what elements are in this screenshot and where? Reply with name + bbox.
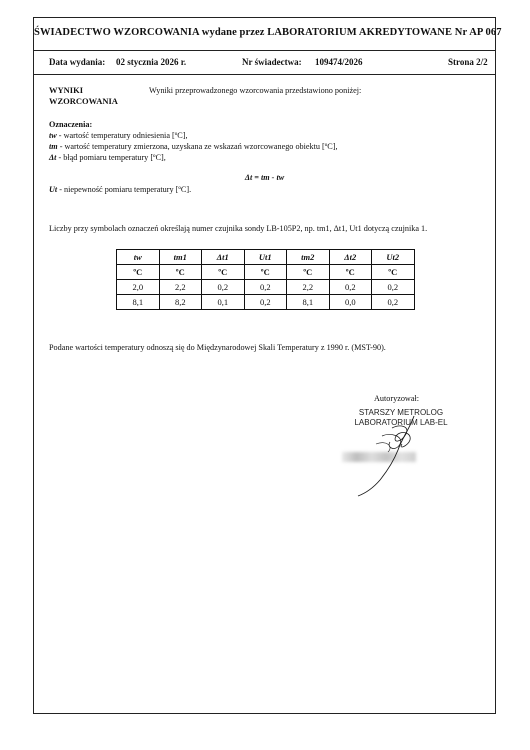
definitions-block xyxy=(49,119,338,163)
table-cell: 2,2 xyxy=(159,280,202,295)
certificate-meta-row xyxy=(34,57,495,71)
table-row xyxy=(117,280,415,295)
table-cell: 8,1 xyxy=(287,295,330,310)
definition-symbol: Ut xyxy=(49,185,58,194)
table-unit-row xyxy=(117,265,415,280)
table-cell: 0,2 xyxy=(244,295,287,310)
handwritten-signature xyxy=(352,414,442,498)
unit-cell: ºC xyxy=(117,265,160,280)
table-cell: 0,0 xyxy=(329,295,372,310)
table-cell: 0,2 xyxy=(202,280,245,295)
definitions-heading: Oznaczenia: xyxy=(49,120,93,129)
column-header: Δt1 xyxy=(202,250,245,265)
page-number: Strona 2/2 xyxy=(448,57,488,67)
page-title: ŚWIADECTWO WZORCOWANIA wydane przez LABORATORIUM AKREDYTOWANE Nr AP 067 xyxy=(34,27,502,38)
definition-text: - wartość temperatury odniesienia [ºC], xyxy=(56,131,188,140)
divider xyxy=(34,74,495,75)
definition-text: - niepewność pomiaru temperatury [ºC]. xyxy=(57,185,192,194)
table-cell: 0,2 xyxy=(372,295,415,310)
unit-cell: ºC xyxy=(372,265,415,280)
cert-number-value: 109474/2026 xyxy=(315,57,363,67)
certificate-page xyxy=(33,17,502,714)
definition-symbol: Δt xyxy=(49,153,57,162)
sensor-note: Liczby przy symbolach oznaczeń określają numer czujnika sondy LB-105P2, np. tm1, Δt1, Ut1 dotyczą czujnika 1. xyxy=(49,224,428,233)
unit-cell: ºC xyxy=(287,265,330,280)
results-label-line1: WYNIKI xyxy=(49,85,84,95)
temperature-scale-note: Podane wartości temperatury odnoszą się do Międzynarodowej Skali Temperatury z 1990 r. (MST-90). xyxy=(49,343,386,352)
table-cell: 2,2 xyxy=(287,280,330,295)
table-row xyxy=(117,295,415,310)
error-formula: Δt = tm - tw xyxy=(244,173,285,182)
definition-item xyxy=(49,141,338,152)
results-label-line2: WZORCOWANIA xyxy=(49,96,118,106)
table-cell: 8,2 xyxy=(159,295,202,310)
table-cell: 0,2 xyxy=(372,280,415,295)
results-section-label xyxy=(49,85,118,107)
definition-item xyxy=(49,130,338,141)
cert-number-label: Nr świadectwa: xyxy=(242,57,302,67)
issue-date-value: 02 stycznia 2026 r. xyxy=(116,57,187,67)
column-header: Ut2 xyxy=(372,250,415,265)
definition-text: - wartość temperatury zmierzona, uzyskana ze wskazań wzorcowanego obiektu [ºC], xyxy=(57,142,338,151)
table-cell: 8,1 xyxy=(117,295,160,310)
stamp-title: STARSZY METROLOG xyxy=(358,408,444,417)
table-cell: 2,0 xyxy=(117,280,160,295)
definition-item xyxy=(49,152,338,163)
unit-cell: ºC xyxy=(329,265,372,280)
column-header: Ut1 xyxy=(244,250,287,265)
column-header: Δt2 xyxy=(329,250,372,265)
issue-date-label: Data wydania: xyxy=(49,57,106,67)
column-header: tm1 xyxy=(159,250,202,265)
definition-symbol: tw xyxy=(49,131,57,140)
divider xyxy=(34,50,495,51)
table-header-row xyxy=(117,250,415,265)
unit-cell: ºC xyxy=(202,265,245,280)
results-table xyxy=(116,249,415,310)
uncertainty-definition xyxy=(49,185,191,194)
definition-symbol: tm xyxy=(49,142,58,151)
column-header: tw xyxy=(117,250,160,265)
definition-text: - błąd pomiaru temperatury [ºC], xyxy=(56,153,166,162)
results-intro: Wyniki przeprowadzonego wzorcowania przedstawiono poniżej: xyxy=(149,86,362,95)
authorized-label: Autoryzował: xyxy=(374,394,420,403)
table-cell: 0,1 xyxy=(202,295,245,310)
unit-cell: ºC xyxy=(244,265,287,280)
column-header: tm2 xyxy=(287,250,330,265)
unit-cell: ºC xyxy=(159,265,202,280)
table-cell: 0,2 xyxy=(329,280,372,295)
table-cell: 0,2 xyxy=(244,280,287,295)
stamp-organization: LABORATORIUM LAB-EL xyxy=(354,418,448,427)
